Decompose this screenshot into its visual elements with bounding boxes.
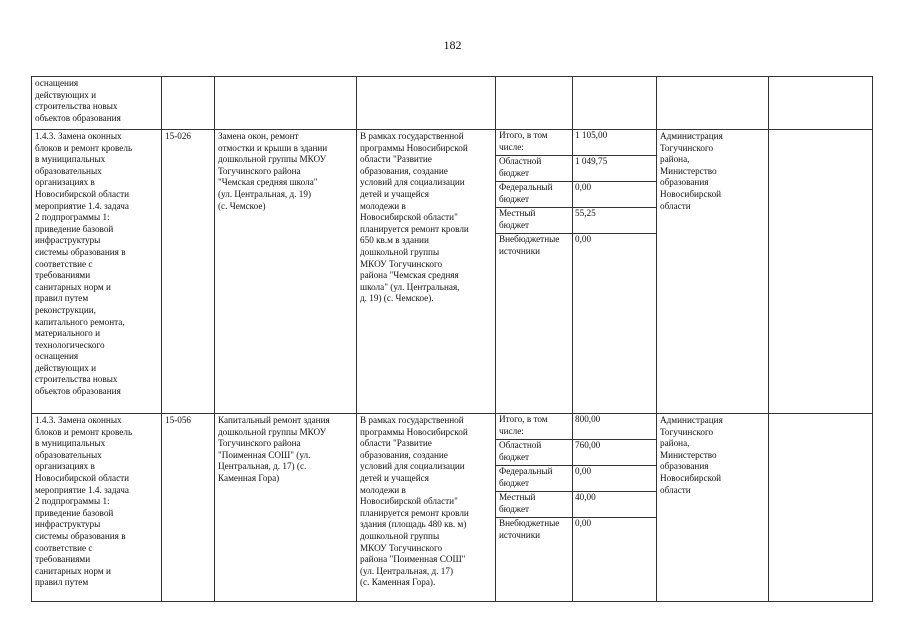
executor-cell: Администрация Тогучинского района, Министерство образования Новосибирской области — [657, 130, 769, 414]
object-code-cell: 15-056 — [162, 414, 215, 602]
financing-cell — [496, 77, 657, 130]
financing-cell — [496, 130, 657, 414]
financing-row: Итого, в том числе: 1 105,00 — [499, 130, 608, 152]
measure-name-cell: 1.4.3. Замена оконных блоков и ремонт кровель в муниципальных образовательных организациях в Новосибирской области мероприятие 1.4. задача 2 подпрограммы 1: приведение базовой инфраструктуры системы образования в соответствие с требованиями санитарных норм и правил путем реконструкции, капитального ремонта, материального и технологического оснащения действующих и строительства новых объектов образования — [32, 130, 162, 414]
financing-row: Местный бюджет 40,00 — [496, 491, 656, 517]
empty-cell — [769, 77, 873, 130]
description-cell: В рамках государственной программы Новосибирской области "Развитие образования, создание условий для социализации детей и учащейся молодежи в Новосибирской области" планируется ремонт кровли 650 кв.м в здании дошкольной группы МКОУ Тогучинского района "Чемская средняя школа" (ул. Центральная, д. 19) (с. Чемское). — [357, 130, 496, 414]
financing-row: Внебюджетные источники 0,00 — [496, 233, 656, 259]
financing-row: Внебюджетные источники 0,00 — [496, 517, 656, 543]
financing-cell — [496, 414, 657, 602]
empty-cell — [657, 77, 769, 130]
financing-row: Областной бюджет 1 049,75 — [496, 155, 656, 181]
table-row — [32, 77, 873, 130]
empty-cell — [357, 77, 496, 130]
financing-row: Федеральный бюджет 0,00 — [496, 181, 656, 207]
measures-table — [31, 76, 873, 602]
table-row — [32, 130, 873, 414]
object-code-cell: 15-026 — [162, 130, 215, 414]
executor-cell: Администрация Тогучинского района, Министерство образования Новосибирской области — [657, 414, 769, 602]
measure-name-cell: оснащения действующих и строительства новых объектов образования — [32, 77, 162, 130]
financing-row: Областной бюджет 760,00 — [496, 439, 656, 465]
measure-name-cell: 1.4.3. Замена оконных блоков и ремонт кровель в муниципальных образовательных организациях в Новосибирской области мероприятие 1.4. задача 2 подпрограммы 1: приведение базовой инфраструктуры системы образования в соответствие с требованиями санитарных норм и правил путем — [32, 414, 162, 602]
object-cell: Капитальный ремонт здания дошкольной группы МКОУ Тогучинского района "Поименная СОШ" (ул. Центральная, д. 17) (с. Каменная Гора) — [215, 414, 357, 602]
description-cell: В рамках государственной программы Новосибирской области "Развитие образования, создание условий для социализации детей и учащейся молодежи в Новосибирской области" планируется ремонт кровли здания (площадь 480 кв. м) дошкольной группы МКОУ Тогучинского района "Поименная СОШ" (ул. Центральная, д. 17) (с. Каменная Гора). — [357, 414, 496, 602]
empty-cell — [769, 414, 873, 602]
page-number: 182 — [443, 38, 462, 52]
empty-cell — [769, 130, 873, 414]
empty-cell — [215, 77, 357, 130]
financing-row: Итого, в том числе: 800,00 — [499, 414, 601, 436]
financing-row: Местный бюджет 55,25 — [496, 207, 656, 233]
object-cell: Замена окон, ремонт отмостки и крыши в здании дошкольной группы МКОУ Тогучинского района "Чемская средняя школа" (ул. Центральная, д. 19) (с. Чемское) — [215, 130, 357, 414]
financing-row: Федеральный бюджет 0,00 — [496, 465, 656, 491]
empty-cell — [162, 77, 215, 130]
table-row — [32, 414, 873, 602]
